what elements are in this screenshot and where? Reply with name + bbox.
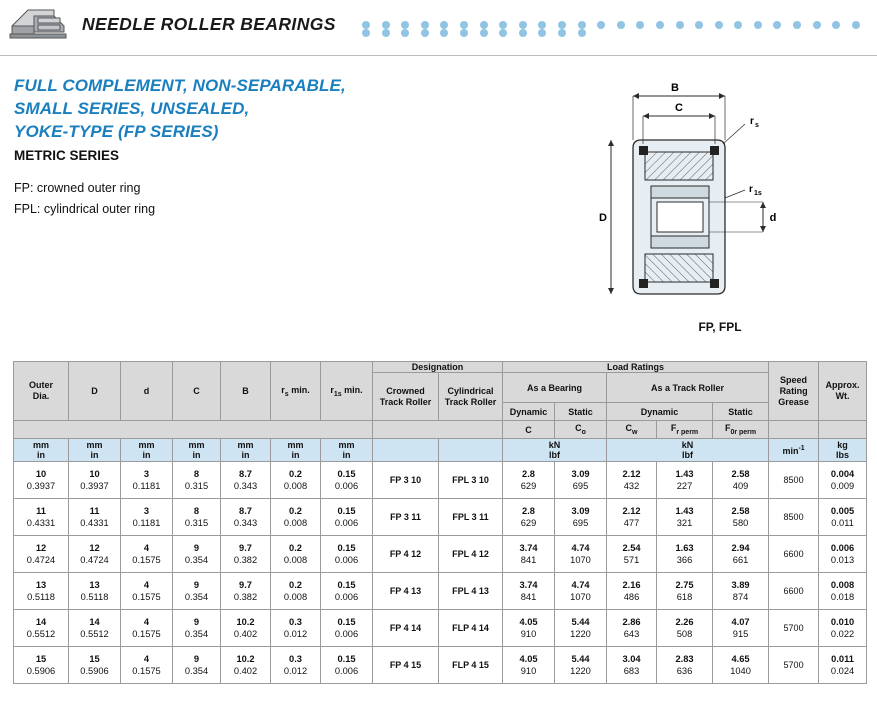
unit-track-roller-load: kN lbf (607, 439, 769, 462)
cell-D: 11 0.4331 (69, 499, 121, 536)
cell-approx-wt: 0.008 0.018 (819, 573, 867, 610)
svg-text:d: d (769, 212, 777, 224)
header-dot (440, 21, 448, 29)
cell-C: 9 0.354 (173, 536, 221, 573)
title-block (14, 74, 434, 219)
cell-rs: 0.3 0.012 (271, 647, 321, 684)
cell-speed-rating: 6600 (769, 573, 819, 610)
cell-crowned-designation: FP 4 15 (373, 647, 439, 684)
cell-c-dynamic: 2.8 629 (503, 462, 555, 499)
table-row (14, 573, 867, 610)
cell-c0-static: 5.44 1220 (555, 647, 607, 684)
header-dot (519, 21, 527, 29)
header-dot (519, 29, 527, 37)
symbol-row-spacer-speed (769, 421, 819, 439)
cell-r1s: 0.15 0.006 (321, 647, 373, 684)
symbol-C: C (503, 421, 555, 439)
cell-c0-static: 3.09 695 (555, 462, 607, 499)
cell-rs: 0.2 0.008 (271, 536, 321, 573)
cell-outer-dia: 13 0.5118 (14, 573, 69, 610)
header-dot (480, 21, 488, 29)
cell-cw-dynamic: 2.12 432 (607, 462, 657, 499)
header-dot (578, 21, 586, 29)
page-title: NEEDLE ROLLER BEARINGS (82, 14, 336, 34)
header-dot (754, 21, 762, 29)
cell-f0r-perm: 2.58 580 (713, 499, 769, 536)
cell-cw-dynamic: 2.16 486 (607, 573, 657, 610)
cell-outer-dia: 12 0.4724 (14, 536, 69, 573)
cell-B: 8.7 0.343 (221, 499, 271, 536)
cell-B: 8.7 0.343 (221, 462, 271, 499)
header-dot (538, 21, 546, 29)
cell-approx-wt: 0.006 0.013 (819, 536, 867, 573)
title-line-2: SMALL SERIES, UNSEALED, (14, 99, 250, 118)
cell-D: 14 0.5512 (69, 610, 121, 647)
col-header-C: C (173, 362, 221, 421)
cell-cylindrical-designation: FLP 4 14 (439, 610, 503, 647)
cell-B: 9.7 0.382 (221, 536, 271, 573)
unit-D: mm in (69, 439, 121, 462)
cell-c-dynamic: 3.74 841 (503, 536, 555, 573)
cell-fr-perm: 2.83 636 (657, 647, 713, 684)
cell-crowned-designation: FP 4 12 (373, 536, 439, 573)
cell-approx-wt: 0.005 0.011 (819, 499, 867, 536)
col-header-crowned-track-roller: Crowned Track Roller (373, 373, 439, 421)
header-dot (676, 21, 684, 29)
cell-outer-dia: 15 0.5906 (14, 647, 69, 684)
svg-text:C: C (675, 102, 683, 114)
cell-approx-wt: 0.004 0.009 (819, 462, 867, 499)
header-dot (460, 21, 468, 29)
header-dot (499, 29, 507, 37)
group-header-load-ratings: Load Ratings (503, 362, 769, 373)
cell-D: 15 0.5906 (69, 647, 121, 684)
cell-f0r-perm: 4.65 1040 (713, 647, 769, 684)
cell-cylindrical-designation: FPL 3 11 (439, 499, 503, 536)
symbol-F0r-perm: $F_{0r perm}$ (713, 421, 769, 439)
table-row (14, 499, 867, 536)
table-body (14, 462, 867, 684)
diagram-caption: FP, FPL (698, 320, 742, 334)
cell-crowned-designation: FP 4 13 (373, 573, 439, 610)
cell-d: 4 0.1575 (121, 536, 173, 573)
cell-rs: 0.2 0.008 (271, 499, 321, 536)
metric-series-label: METRIC SERIES (14, 148, 120, 163)
cell-cylindrical-designation: FPL 4 13 (439, 573, 503, 610)
cell-c-dynamic: 3.74 841 (503, 573, 555, 610)
cell-c0-static: 3.09 695 (555, 499, 607, 536)
unit-rs: mm in (271, 439, 321, 462)
cell-crowned-designation: FP 3 11 (373, 499, 439, 536)
cell-f0r-perm: 3.89 874 (713, 573, 769, 610)
col-header-d: d (121, 362, 173, 421)
cell-d: 3 0.1181 (121, 462, 173, 499)
unit-r1s: mm in (321, 439, 373, 462)
header-dot (773, 21, 781, 29)
cell-c-dynamic: 4.05 910 (503, 647, 555, 684)
cell-fr-perm: 1.63 366 (657, 536, 713, 573)
svg-text:r: r (750, 116, 754, 127)
header-dot (793, 21, 801, 29)
cell-speed-rating: 8500 (769, 499, 819, 536)
cell-speed-rating: 8500 (769, 462, 819, 499)
unit-B: mm in (221, 439, 271, 462)
group-header-as-a-track-roller: As a Track Roller (607, 373, 769, 403)
header-dot (558, 29, 566, 37)
symbol-row-spacer-left (14, 421, 373, 439)
header-dot (440, 29, 448, 37)
cell-c0-static: 4.74 1070 (555, 536, 607, 573)
cell-crowned-designation: FP 4 14 (373, 610, 439, 647)
cell-speed-rating: 5700 (769, 647, 819, 684)
cell-cw-dynamic: 2.54 571 (607, 536, 657, 573)
header-dot (852, 21, 860, 29)
cell-d: 4 0.1575 (121, 573, 173, 610)
title-line-3: YOKE-TYPE (FP SERIES) (14, 122, 219, 141)
header-dot (617, 21, 625, 29)
cell-approx-wt: 0.010 0.022 (819, 610, 867, 647)
specification-table (13, 361, 864, 684)
group-header-as-a-bearing: As a Bearing (503, 373, 607, 403)
cell-fr-perm: 2.26 508 (657, 610, 713, 647)
unit-d: mm in (121, 439, 173, 462)
bearing-cross-section-diagram (595, 78, 845, 343)
cell-outer-dia: 10 0.3937 (14, 462, 69, 499)
title-line-1: FULL COMPLEMENT, NON-SEPARABLE, (14, 76, 346, 95)
col-header-dynamic-track-roller: Dynamic (607, 403, 713, 421)
col-header-static-track-roller: Static (713, 403, 769, 421)
cell-C: 9 0.354 (173, 610, 221, 647)
cell-f0r-perm: 2.94 661 (713, 536, 769, 573)
cell-D: 12 0.4724 (69, 536, 121, 573)
header-dot (421, 29, 429, 37)
cell-c0-static: 5.44 1220 (555, 610, 607, 647)
header-dot (558, 21, 566, 29)
unit-bearing-load: kN lbf (503, 439, 607, 462)
header-dot (460, 29, 468, 37)
cell-cw-dynamic: 2.12 477 (607, 499, 657, 536)
cell-approx-wt: 0.011 0.024 (819, 647, 867, 684)
unit-cylindrical-blank (439, 439, 503, 462)
cell-d: 3 0.1181 (121, 499, 173, 536)
header-dot (401, 29, 409, 37)
cell-cylindrical-designation: FPL 3 10 (439, 462, 503, 499)
header-dot (382, 29, 390, 37)
header-dot (715, 21, 723, 29)
header-dot (578, 29, 586, 37)
table-row (14, 462, 867, 499)
svg-text:r: r (749, 184, 753, 195)
cell-C: 9 0.354 (173, 647, 221, 684)
cell-outer-dia: 14 0.5512 (14, 610, 69, 647)
header-dot (734, 21, 742, 29)
cell-fr-perm: 1.43 227 (657, 462, 713, 499)
header-dot (656, 21, 664, 29)
col-header-B: B (221, 362, 271, 421)
header-divider (0, 55, 877, 56)
header-dot (636, 21, 644, 29)
unit-C: mm in (173, 439, 221, 462)
table-row (14, 647, 867, 684)
svg-text:1s: 1s (754, 190, 762, 197)
col-header-rs-min: $r_s$ min. (271, 362, 321, 421)
cell-c0-static: 4.74 1070 (555, 573, 607, 610)
header-dot (832, 21, 840, 29)
header-dot (499, 21, 507, 29)
cell-r1s: 0.15 0.006 (321, 462, 373, 499)
cell-r1s: 0.15 0.006 (321, 499, 373, 536)
unit-outer-dia: mm in (14, 439, 69, 462)
table-row (14, 536, 867, 573)
cell-B: 10.2 0.402 (221, 610, 271, 647)
col-header-outer-dia: Outer Dia. (14, 362, 69, 421)
cell-C: 9 0.354 (173, 573, 221, 610)
cell-speed-rating: 6600 (769, 536, 819, 573)
cell-C: 8 0.315 (173, 462, 221, 499)
page-header (0, 0, 877, 56)
header-dot (362, 21, 370, 29)
cell-D: 13 0.5118 (69, 573, 121, 610)
cell-cw-dynamic: 2.86 643 (607, 610, 657, 647)
symbol-row-spacer-mid (373, 421, 503, 439)
unit-crowned-blank (373, 439, 439, 462)
cell-fr-perm: 2.75 618 (657, 573, 713, 610)
col-header-dynamic-bearing: Dynamic (503, 403, 555, 421)
cell-c-dynamic: 2.8 629 (503, 499, 555, 536)
header-dot (382, 21, 390, 29)
svg-text:D: D (599, 212, 607, 224)
symbol-row-spacer-wt (819, 421, 867, 439)
cell-rs: 0.3 0.012 (271, 610, 321, 647)
header-dot-rule (362, 21, 872, 33)
header-dot (362, 29, 370, 37)
bearing-icon (8, 4, 70, 52)
unit-speed: $\min^{-1}$ (769, 439, 819, 462)
cell-r1s: 0.15 0.006 (321, 610, 373, 647)
cell-outer-dia: 11 0.4331 (14, 499, 69, 536)
cell-B: 10.2 0.402 (221, 647, 271, 684)
header-dot (480, 29, 488, 37)
cell-cylindrical-designation: FLP 4 15 (439, 647, 503, 684)
symbol-Cw: $C_w$ (607, 421, 657, 439)
col-header-D: D (69, 362, 121, 421)
svg-text:B: B (671, 82, 679, 94)
group-header-designation: Designation (373, 362, 503, 373)
cell-r1s: 0.15 0.006 (321, 536, 373, 573)
note-fpl: FPL: cylindrical outer ring (14, 202, 156, 216)
cell-f0r-perm: 4.07 915 (713, 610, 769, 647)
unit-wt: kg lbs (819, 439, 867, 462)
cell-rs: 0.2 0.008 (271, 573, 321, 610)
col-header-cylindrical-track-roller: Cylindrical Track Roller (439, 373, 503, 421)
col-header-static-bearing: Static (555, 403, 607, 421)
cell-d: 4 0.1575 (121, 610, 173, 647)
symbol-C0: $C_o$ (555, 421, 607, 439)
cell-rs: 0.2 0.008 (271, 462, 321, 499)
cell-C: 8 0.315 (173, 499, 221, 536)
symbol-Fr-perm: $F_{r perm}$ (657, 421, 713, 439)
col-header-r1s-min: $r_{1s}$ min. (321, 362, 373, 421)
cell-c-dynamic: 4.05 910 (503, 610, 555, 647)
cell-fr-perm: 1.43 321 (657, 499, 713, 536)
cell-f0r-perm: 2.58 409 (713, 462, 769, 499)
cell-crowned-designation: FP 3 10 (373, 462, 439, 499)
header-dot (695, 21, 703, 29)
cell-d: 4 0.1575 (121, 647, 173, 684)
col-header-approx-wt: Approx. Wt. (819, 362, 867, 421)
svg-text:s: s (755, 122, 759, 129)
cell-r1s: 0.15 0.006 (321, 573, 373, 610)
cell-B: 9.7 0.382 (221, 573, 271, 610)
note-fp: FP: crowned outer ring (14, 181, 141, 195)
table-row (14, 610, 867, 647)
header-dot (421, 21, 429, 29)
cell-speed-rating: 5700 (769, 610, 819, 647)
cell-D: 10 0.3937 (69, 462, 121, 499)
header-dot (538, 29, 546, 37)
cell-cw-dynamic: 3.04 683 (607, 647, 657, 684)
header-dot (813, 21, 821, 29)
header-dot (597, 21, 605, 29)
col-header-speed-rating: Speed Rating Grease (769, 362, 819, 421)
cell-cylindrical-designation: FPL 4 12 (439, 536, 503, 573)
header-dot (401, 21, 409, 29)
